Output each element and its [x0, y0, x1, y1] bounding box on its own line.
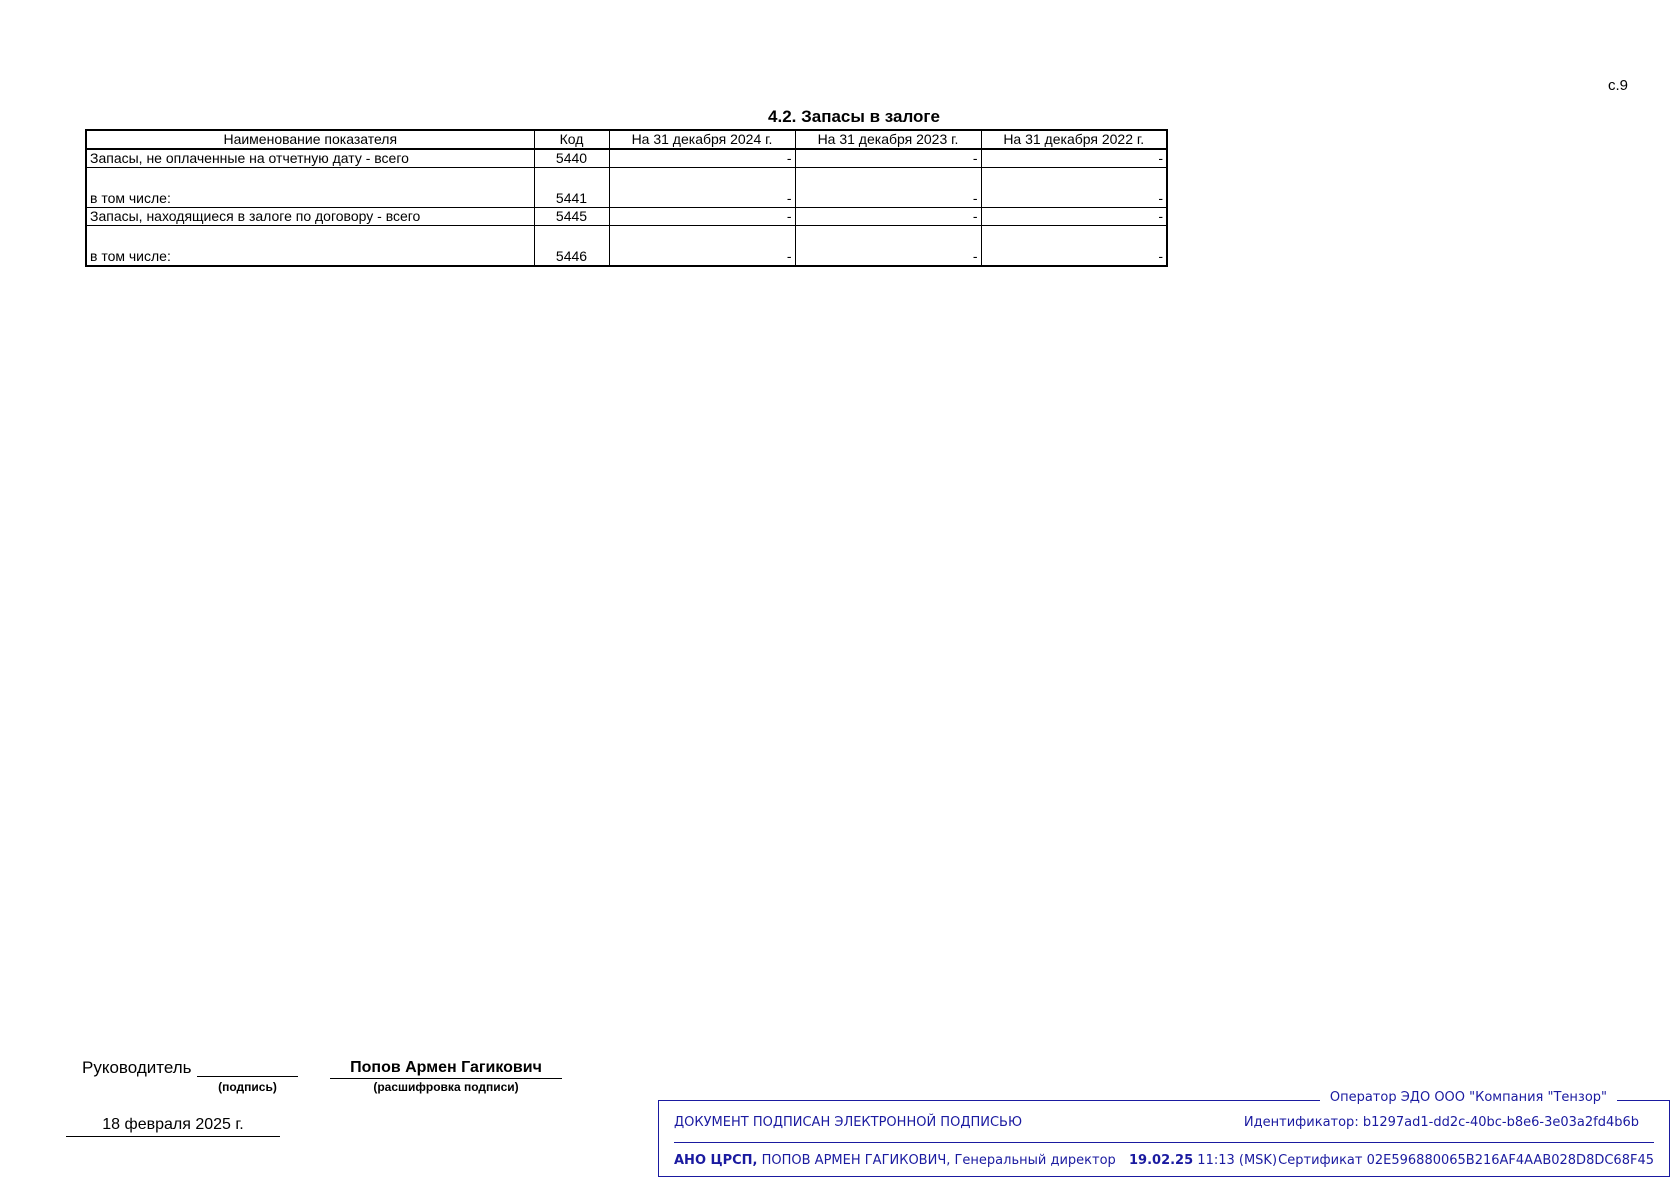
- stamp-signer: [674, 1153, 1116, 1168]
- signer-name: Попов Армен Гагикович: [350, 1059, 542, 1076]
- table-header-row: [86, 130, 1167, 149]
- row-name: в том числе:: [86, 168, 534, 208]
- column-header-2023: На 31 декабря 2023 г.: [795, 130, 981, 149]
- stamp-divider: [674, 1142, 1654, 1143]
- page-number: с.9: [1608, 77, 1629, 94]
- stamp-time: 11:13 (MSK): [1197, 1153, 1278, 1168]
- table-row: [86, 226, 1167, 267]
- stamp-identifier: Идентификатор: b1297ad1-dd2c-40bc-b8e6-3e03a2fd4b6b: [1243, 1115, 1639, 1130]
- row-value-2023: -: [795, 168, 981, 208]
- stamp-operator: Оператор ЭДО ООО "Компания "Тензор": [1320, 1090, 1617, 1105]
- stamp-datetime: [1129, 1153, 1277, 1168]
- row-value-2023: -: [795, 226, 981, 267]
- row-value-2022: -: [981, 226, 1167, 267]
- table-title: 4.2. Запасы в залоге: [768, 107, 940, 126]
- signature-date: 18 февраля 2025 г.: [102, 1116, 244, 1133]
- table-row: [86, 208, 1167, 226]
- signer-role: Руководитель: [82, 1058, 192, 1077]
- row-code: 5441: [534, 168, 609, 208]
- row-name: Запасы, не оплаченные на отчетную дату - всего: [86, 149, 534, 168]
- electronic-signature-stamp: [658, 1090, 1670, 1177]
- row-value-2024: -: [609, 149, 795, 168]
- row-code: 5440: [534, 149, 609, 168]
- signature-line: [197, 1076, 298, 1077]
- row-value-2022: -: [981, 208, 1167, 226]
- row-code: 5446: [534, 226, 609, 267]
- signature-caption: (подпись): [218, 1080, 277, 1094]
- row-value-2022: -: [981, 168, 1167, 208]
- stamp-date: 19.02.25: [1129, 1153, 1194, 1168]
- row-name: в том числе:: [86, 226, 534, 267]
- stamp-signer-name: ПОПОВ АРМЕН ГАГИКОВИЧ, Генеральный директор: [761, 1153, 1116, 1168]
- pledged-inventory-table: [85, 129, 1168, 267]
- row-name: Запасы, находящиеся в залоге по договору - всего: [86, 208, 534, 226]
- row-code: 5445: [534, 208, 609, 226]
- signature-date-line: [66, 1136, 280, 1137]
- row-value-2024: -: [609, 168, 795, 208]
- row-value-2022: -: [981, 149, 1167, 168]
- row-value-2024: -: [609, 208, 795, 226]
- stamp-certificate: Сертификат 02E596880065B216AF4AAB028D8DC68F45: [1278, 1153, 1654, 1168]
- stamp-signed-text: ДОКУМЕНТ ПОДПИСАН ЭЛЕКТРОННОЙ ПОДПИСЬЮ: [674, 1115, 1023, 1130]
- signer-name-line: [330, 1078, 562, 1079]
- row-value-2024: -: [609, 226, 795, 267]
- column-header-code: Код: [534, 130, 609, 149]
- column-header-2022: На 31 декабря 2022 г.: [981, 130, 1167, 149]
- row-value-2023: -: [795, 208, 981, 226]
- table-row: [86, 149, 1167, 168]
- signer-name-caption: (расшифровка подписи): [373, 1080, 519, 1094]
- stamp-org: АНО ЦРСП,: [674, 1153, 758, 1168]
- row-value-2023: -: [795, 149, 981, 168]
- column-header-2024: На 31 декабря 2024 г.: [609, 130, 795, 149]
- table-row: [86, 168, 1167, 208]
- column-header-name: Наименование показателя: [86, 130, 534, 149]
